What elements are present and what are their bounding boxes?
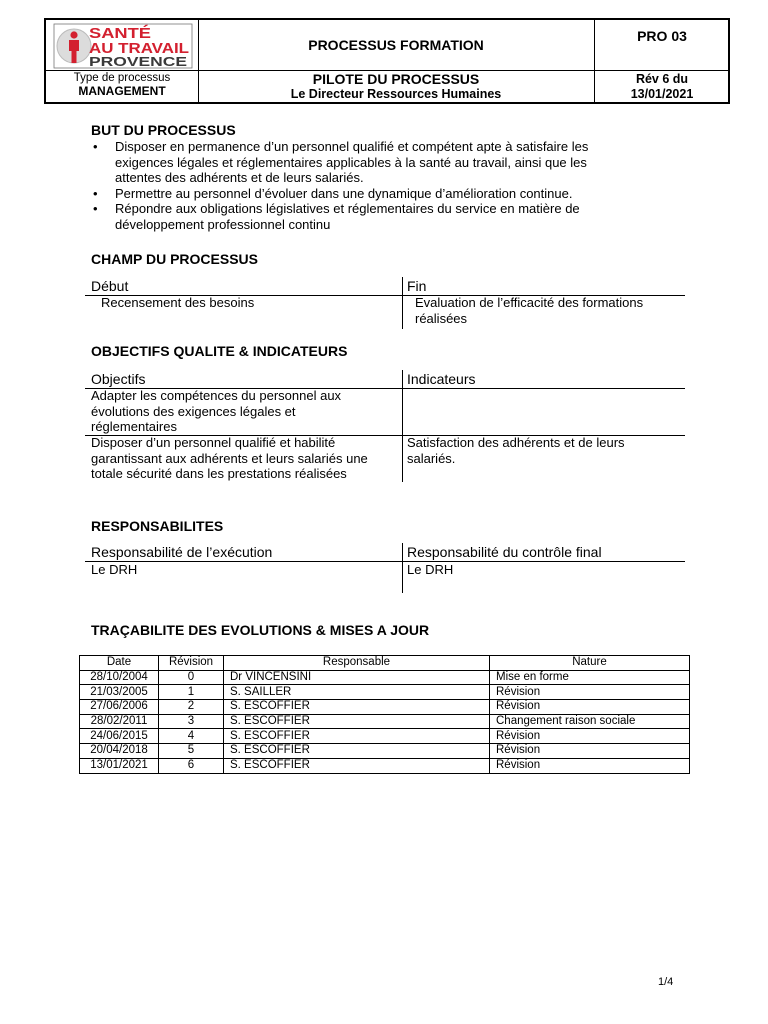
column-header-responsable: Responsable	[224, 656, 490, 671]
champ-fin-value: Evaluation de l’efficacité des formations réalisées	[415, 295, 644, 326]
champ-debut-value: Recensement des besoins	[101, 295, 255, 310]
resp-execution-value: Le DRH	[91, 562, 138, 577]
sante-au-travail-logo	[52, 23, 194, 69]
table-row: 28/10/2004 0 Dr VINCENSINI Mise en forme	[80, 670, 690, 685]
bullet-item: • Permettre au personnel d’évoluer dans une dynamique d’amélioration continue.	[93, 185, 573, 201]
process-title: PROCESSUS FORMATION	[308, 37, 484, 53]
pilot-name: Le Directeur Ressources Humaines	[290, 87, 502, 101]
table-row: 24/06/2015 4 S. ESCOFFIER Révision	[80, 729, 690, 744]
table-row: 13/01/2021 6 S. ESCOFFIER Révision	[80, 758, 690, 773]
revision-date: 13/01/2021	[630, 87, 694, 101]
objectifs-header-objectifs: Objectifs	[91, 371, 146, 387]
pilot-title: PILOTE DU PROCESSUS	[312, 71, 480, 87]
objectif-row-2: Disposer d’un personnel qualifié et habilité garantissant aux adhérents et leurs salariés une totale sécurité dans les prestations réalisées	[91, 435, 368, 481]
bullet-item: • Disposer en permanence d’un personnel qualifié et compétent apte à satisfaire les exigences légales et réglementaires applicables à la santé au travail, ainsi que les attentes des adhérents et de leurs salariés.	[93, 139, 589, 185]
document-header	[44, 18, 730, 104]
tracabilite-table	[79, 655, 690, 774]
table-row: 20/04/2018 5 S. ESCOFFIER Révision	[80, 744, 690, 759]
section-title-tracabilite: TRAÇABILITE DES EVOLUTIONS & MISES A JOUR	[91, 622, 430, 638]
objectifs-table	[85, 370, 685, 482]
page-number: 1/4	[658, 976, 674, 988]
process-type-value: MANAGEMENT	[78, 84, 166, 98]
section-title-responsabilites: RESPONSABILITES	[91, 518, 224, 534]
process-type	[46, 72, 198, 99]
champ-header-debut: Début	[91, 278, 129, 294]
champ-table	[85, 277, 685, 329]
process-type-label: Type de processus	[73, 72, 171, 84]
column-header-revision: Révision	[159, 656, 224, 671]
revision-label: Rév 6 du	[635, 72, 689, 86]
section-title-champ: CHAMP DU PROCESSUS	[91, 251, 258, 267]
process-pilot	[198, 72, 594, 102]
process-code: PRO 03	[637, 28, 687, 44]
resp-header-execution: Responsabilité de l’exécution	[91, 544, 273, 560]
table-row: 28/02/2011 3 S. ESCOFFIER Changement raison sociale	[80, 714, 690, 729]
section-title-but: BUT DU PROCESSUS	[91, 122, 236, 138]
column-header-date: Date	[80, 656, 159, 671]
resp-controle-value: Le DRH	[407, 562, 454, 577]
revision-info	[594, 72, 730, 102]
logo-text-provence: PROVENCE	[89, 54, 188, 69]
but-bullet-list	[91, 139, 651, 232]
bullet-item: • Répondre aux obligations législatives et réglementaires du service en matière de développement professionnel continu	[93, 201, 580, 232]
table-row: 21/03/2005 1 S. SAILLER Révision	[80, 685, 690, 700]
objectif-row-1: Adapter les compétences du personnel aux évolutions des exigences légales et réglementaires	[91, 388, 342, 434]
responsabilites-table	[85, 543, 685, 593]
bullet-symbol: •	[93, 201, 98, 216]
column-header-nature: Nature	[490, 656, 690, 671]
logo-text-sante: SANTÉ	[89, 25, 151, 42]
section-title-objectifs: OBJECTIFS QUALITE & INDICATEURS	[91, 343, 348, 359]
table-header-row	[80, 656, 690, 671]
table-row: 27/06/2006 2 S. ESCOFFIER Révision	[80, 700, 690, 715]
bullet-symbol: •	[93, 185, 98, 201]
logo-text-au-travail: AU TRAVAIL	[89, 40, 189, 57]
bullet-symbol: •	[93, 139, 98, 154]
indicateur-row-2: Satisfaction des adhérents et de leurs salariés.	[407, 435, 625, 466]
champ-header-fin: Fin	[407, 278, 427, 294]
objectifs-header-indicateurs: Indicateurs	[407, 371, 476, 387]
resp-header-controle: Responsabilité du contrôle final	[407, 544, 602, 560]
